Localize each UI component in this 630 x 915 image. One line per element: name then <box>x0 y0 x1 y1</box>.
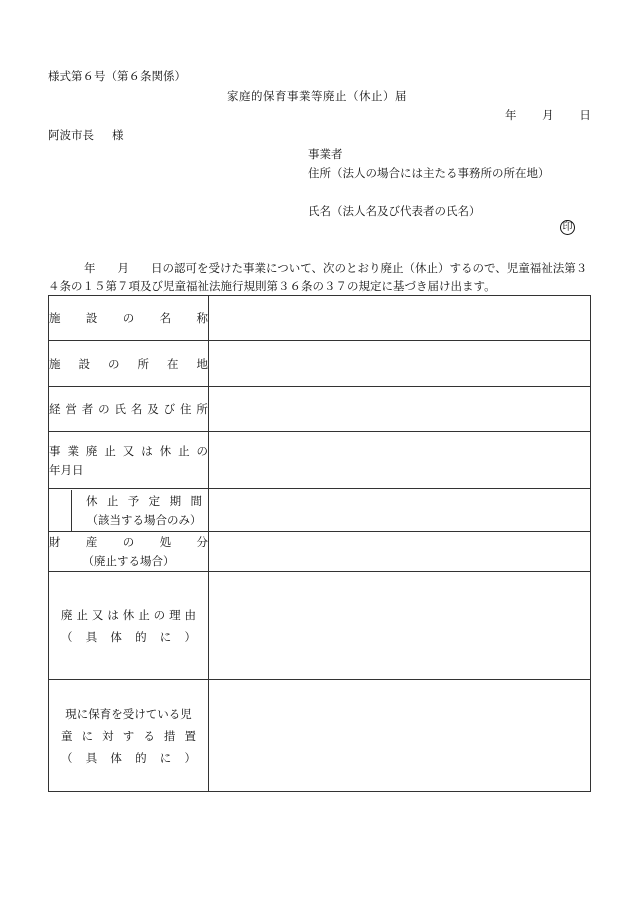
addressee-name: 阿波市長 <box>48 128 94 142</box>
label-char: 予 <box>127 493 140 508</box>
label-char: 住 <box>180 402 192 416</box>
label-char: 理 <box>169 607 181 622</box>
label-char: （ <box>61 629 73 644</box>
label-char: の <box>153 607 166 622</box>
facility-location-label <box>49 341 209 387</box>
facility-name-field[interactable] <box>209 296 591 341</box>
label-char: 対 <box>102 728 114 743</box>
label-char: 的 <box>135 629 147 644</box>
label-char: 及 <box>147 402 159 416</box>
row-suspension-period <box>49 489 591 532</box>
label-char: 分 <box>196 535 208 549</box>
label-char: に <box>159 629 172 644</box>
abolition-date-line2: 年月日 <box>49 462 84 477</box>
declaration-year: 年 <box>84 261 96 275</box>
label-char: 者 <box>81 402 94 416</box>
row-reason <box>49 572 591 680</box>
label-char: 名 <box>159 311 172 325</box>
date-day: 日 <box>579 108 591 122</box>
label-char: 休 <box>159 443 172 458</box>
label-char: 所 <box>196 402 208 416</box>
label-char: 施 <box>49 311 61 325</box>
measures-field[interactable] <box>209 680 591 792</box>
label-char: び <box>163 402 176 416</box>
label-char: 廃 <box>85 443 98 458</box>
form-number: 様式第６号（第６条関係） <box>48 69 186 83</box>
name-label: 氏名（法人名及び代表者の氏名） <box>308 204 481 218</box>
label-char: 止 <box>138 607 150 622</box>
label-char: 童 <box>61 728 73 743</box>
label-char: ） <box>184 750 196 765</box>
abolition-date-label <box>49 432 209 489</box>
applicant-label: 事業者 <box>308 147 343 161</box>
label-char: 設 <box>78 356 90 371</box>
label-char: 地 <box>196 356 208 371</box>
label-char: ） <box>184 629 196 644</box>
suspension-period-label <box>49 489 209 532</box>
property-line2: （廃止する場合） <box>82 554 175 568</box>
label-char: の <box>122 311 135 325</box>
label-char: 経 <box>49 402 61 416</box>
label-char: 定 <box>148 493 161 508</box>
label-char: 期 <box>169 493 182 508</box>
label-char: 休 <box>86 493 98 508</box>
label-char: 由 <box>184 607 196 622</box>
label-char: 産 <box>85 535 98 549</box>
row-facility-location <box>49 341 591 387</box>
suspension-period-field[interactable] <box>209 489 591 532</box>
label-char: る <box>143 728 155 743</box>
declaration-body: 日の認可を受けた事業について、次のとおり廃止（休止）するので、児童福祉法第３４条の１５第７項及び児童福祉法施行規則第３６条の３７の規定に基づき届け出ます。 <box>48 261 588 293</box>
label-char: 又 <box>91 607 104 622</box>
label-char: 施 <box>49 356 61 371</box>
label-char: 財 <box>49 535 61 549</box>
addressee-suffix: 様 <box>112 128 124 142</box>
label-char: 業 <box>67 443 79 458</box>
label-char: の <box>122 535 135 549</box>
addressee <box>48 127 124 143</box>
label-char: の <box>108 356 120 371</box>
label-char: （ <box>61 750 73 765</box>
form-table <box>48 295 591 792</box>
reason-label <box>49 572 209 680</box>
label-char: 在 <box>167 356 179 371</box>
row-property <box>49 532 591 572</box>
label-char: 氏 <box>114 402 126 416</box>
label-char: 休 <box>122 607 135 622</box>
address-label: 住所（法人の場合には主たる事務所の所在地） <box>308 166 550 180</box>
suspension-period-line2: （該当する場合のみ） <box>86 512 202 527</box>
label-char: 止 <box>104 443 116 458</box>
reason-field[interactable] <box>209 572 591 680</box>
label-char: 事 <box>49 443 61 458</box>
label-char: 体 <box>110 750 122 765</box>
date-month: 月 <box>542 108 554 122</box>
operator-label <box>49 387 209 432</box>
declaration-month: 月 <box>117 261 129 275</box>
label-char: 置 <box>184 728 196 743</box>
abolition-date-field[interactable] <box>209 432 591 489</box>
label-char: は <box>141 443 153 458</box>
row-facility-name <box>49 296 591 341</box>
date-year: 年 <box>505 108 517 122</box>
label-char: 止 <box>106 493 119 508</box>
label-char: 設 <box>85 311 98 325</box>
measures-line1: 現に保育を受けている児 <box>65 706 192 721</box>
facility-location-field[interactable] <box>209 341 591 387</box>
label-char: 廃 <box>61 607 73 622</box>
label-char: の <box>98 402 110 416</box>
label-char: 名 <box>130 402 143 416</box>
declaration-text <box>48 259 593 295</box>
label-char: 処 <box>159 535 172 549</box>
label-char: に <box>159 750 172 765</box>
measures-label <box>49 680 209 792</box>
form-title: 家庭的保育事業等廃止（休止）届 <box>227 89 407 103</box>
label-char: 具 <box>85 750 98 765</box>
label-char: 称 <box>196 311 208 325</box>
label-char: 間 <box>190 493 202 508</box>
label-char: 営 <box>65 402 77 416</box>
label-char: 的 <box>135 750 147 765</box>
row-operator <box>49 387 591 432</box>
label-char: 所 <box>137 356 149 371</box>
date-line <box>505 107 591 123</box>
facility-name-label <box>49 296 209 341</box>
property-field[interactable] <box>209 532 591 572</box>
label-char: に <box>81 728 94 743</box>
row-measures <box>49 680 591 792</box>
label-char: 体 <box>110 629 122 644</box>
label-char: 具 <box>85 629 98 644</box>
row-abolition-date <box>49 432 591 489</box>
label-char: 措 <box>163 728 176 743</box>
property-label <box>49 532 209 572</box>
seal-mark: 印 <box>560 220 575 235</box>
label-char: す <box>122 728 135 743</box>
label-char: の <box>196 443 208 458</box>
label-char: 又 <box>122 443 135 458</box>
label-char: 止 <box>178 443 190 458</box>
label-char: は <box>107 607 119 622</box>
operator-field[interactable] <box>209 387 591 432</box>
label-char: 止 <box>76 607 88 622</box>
